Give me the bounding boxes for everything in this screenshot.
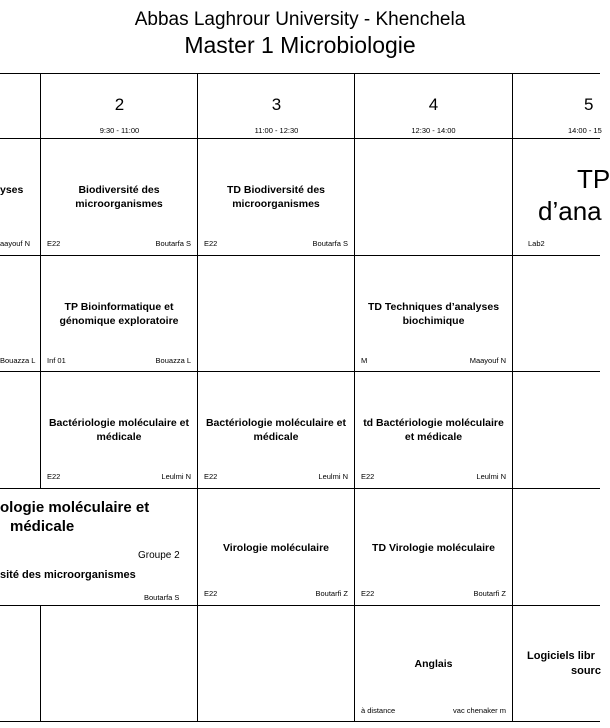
session-cell <box>355 372 512 488</box>
session-cell <box>198 489 354 605</box>
column-number: 4 <box>428 95 439 114</box>
merged-session-title: ologie moléculaire et <box>0 499 150 516</box>
session-room: E22 <box>47 472 61 481</box>
column-time: 11:00 - 12:30 <box>254 126 299 135</box>
session-title: Biodiversité des microorganismes <box>75 184 163 210</box>
session-cell <box>41 372 197 488</box>
session-room: Lab2 <box>528 239 545 248</box>
session-teacher: Boutarfa S <box>155 239 191 248</box>
grid-line <box>0 73 600 74</box>
session-room: M <box>361 356 368 365</box>
column-time: 9:30 - 11:00 <box>99 126 140 135</box>
column-number: 2 <box>114 95 125 114</box>
session-title-clipped: sourc <box>571 665 601 677</box>
session-title: Bactériologie moléculaire et médicale <box>48 417 190 443</box>
merged-session-subtitle: sité des microorganismes <box>0 569 136 581</box>
grid-line <box>512 73 513 721</box>
session-cell <box>355 256 512 371</box>
session-room: E22 <box>361 472 375 481</box>
session-cell <box>41 139 197 255</box>
session-teacher: Boutarfa S <box>144 593 180 602</box>
session-title: TD Techniques d’analyses biochimique <box>367 301 500 327</box>
column-time: 14:00 - 15 <box>568 126 602 135</box>
column-number: 5 <box>584 95 594 114</box>
session-teacher: Boutarfi Z <box>315 589 348 598</box>
grid-line <box>40 605 41 721</box>
cell-title-clipped: yses <box>0 184 24 196</box>
session-teacher: Maayouf N <box>469 356 506 365</box>
session-teacher: Leulmi N <box>318 472 348 481</box>
session-title-clipped: Logiciels libr <box>527 650 595 662</box>
session-title: Bactériologie moléculaire et médicale <box>205 417 347 443</box>
session-room: à distance <box>361 706 396 715</box>
session-title-large: TP <box>577 164 610 194</box>
session-teacher: Leulmi N <box>161 472 191 481</box>
university-name: Abbas Laghrour University - Khenchela <box>134 9 466 30</box>
session-teacher: Leulmi N <box>476 472 506 481</box>
session-title: td Bactériologie moléculaire et médicale <box>363 417 504 443</box>
session-teacher: Boutarfi Z <box>473 589 506 598</box>
program-title: Master 1 Microbiologie <box>184 32 416 58</box>
session-title: Virologie moléculaire <box>222 542 329 554</box>
session-room: E22 <box>204 472 218 481</box>
session-room: E22 <box>361 589 375 598</box>
session-title: TD Biodiversité des microorganismes <box>226 184 326 210</box>
cell-teacher-clipped: aayouf N <box>0 239 31 248</box>
session-title-large: d’ana <box>538 196 602 226</box>
merged-session-title: médicale <box>10 518 75 535</box>
session-room: Inf 01 <box>47 356 66 365</box>
grid-line <box>0 721 600 722</box>
session-cell <box>41 256 197 371</box>
session-title: TP Bioinformatique et génomique exploratoire <box>59 301 179 327</box>
group-label: Groupe 2 <box>138 550 180 561</box>
session-title: Anglais <box>414 658 453 670</box>
cell-teacher-clipped: Bouazza L <box>0 356 36 365</box>
session-cell <box>355 606 512 721</box>
column-number: 3 <box>271 95 282 114</box>
session-teacher: Boutarfa S <box>312 239 348 248</box>
session-cell <box>198 372 354 488</box>
session-room: E22 <box>204 239 218 248</box>
session-cell <box>198 139 354 255</box>
session-teacher: Bouazza L <box>155 356 191 365</box>
session-room: E22 <box>204 589 218 598</box>
session-teacher: vac chenaker m <box>453 706 506 715</box>
column-time: 12:30 - 14:00 <box>411 126 456 135</box>
session-cell <box>355 489 512 605</box>
session-room: E22 <box>47 239 61 248</box>
session-title: TD Virologie moléculaire <box>372 542 495 554</box>
